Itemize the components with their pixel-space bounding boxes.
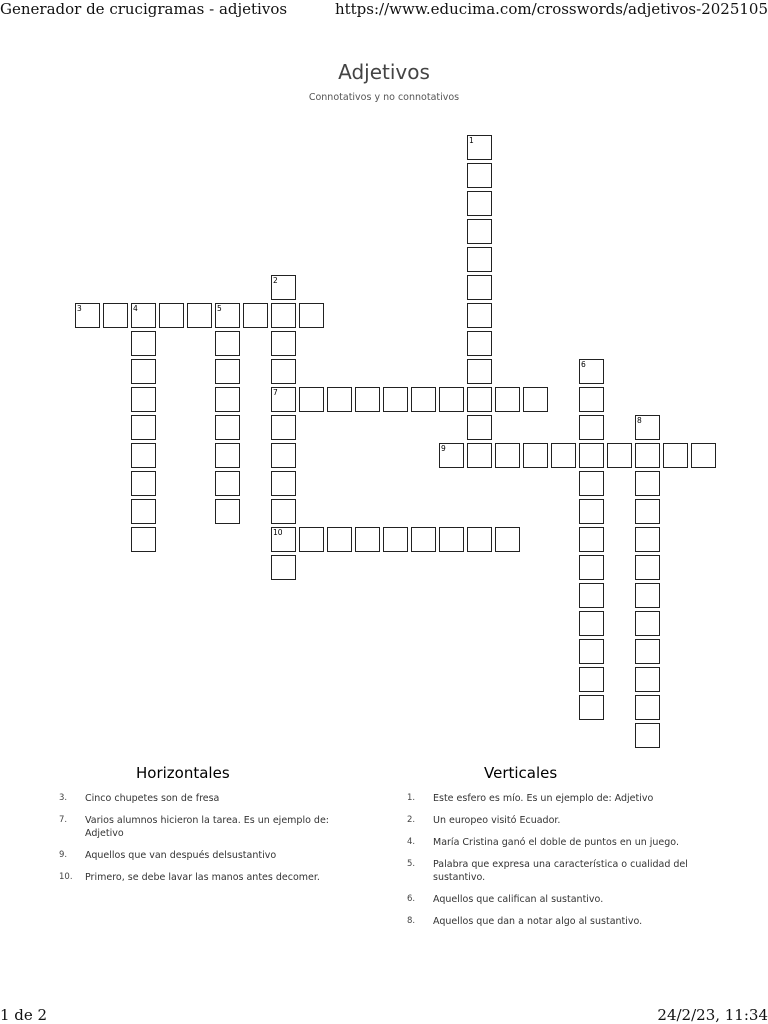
grid-cell[interactable] [523, 387, 548, 412]
down-heading: Verticales [484, 764, 558, 782]
grid-cell[interactable] [579, 555, 604, 580]
clue-number: 8. [407, 916, 416, 926]
grid-cell[interactable] [635, 471, 660, 496]
grid-cell[interactable] [467, 527, 492, 552]
grid-cell[interactable] [579, 499, 604, 524]
grid-cell[interactable] [271, 471, 296, 496]
grid-cell[interactable] [607, 443, 632, 468]
grid-cell[interactable] [579, 583, 604, 608]
grid-cell[interactable] [495, 527, 520, 552]
grid-cell[interactable] [551, 443, 576, 468]
across-clue [59, 849, 359, 862]
grid-cell[interactable] [327, 527, 352, 552]
grid-cell[interactable] [215, 443, 240, 468]
grid-cell[interactable] [579, 667, 604, 692]
browser-page-title: Generador de crucigramas - adjetivos [0, 0, 288, 18]
cell-number: 3 [77, 304, 82, 313]
clue-number: 5. [407, 859, 416, 869]
grid-cell[interactable] [299, 387, 324, 412]
clue-text: Un europeo visitó Ecuador. [433, 815, 561, 826]
grid-cell[interactable] [159, 303, 184, 328]
cell-number: 4 [133, 304, 138, 313]
grid-cell[interactable] [579, 387, 604, 412]
grid-cell[interactable] [467, 331, 492, 356]
grid-cell[interactable] [299, 303, 324, 328]
grid-cell[interactable] [467, 191, 492, 216]
grid-cell[interactable] [215, 359, 240, 384]
clue-text: Este esfero es mío. Es un ejemplo de: Adjetivo [433, 793, 654, 804]
grid-cell[interactable] [187, 303, 212, 328]
down-clue [407, 836, 717, 849]
grid-cell[interactable] [383, 387, 408, 412]
clue-number: 10. [59, 872, 73, 882]
grid-cell[interactable] [271, 331, 296, 356]
grid-cell[interactable] [635, 695, 660, 720]
grid-cell[interactable] [467, 415, 492, 440]
grid-cell[interactable] [579, 443, 604, 468]
clue-text: Primero, se debe lavar las manos antes decomer. [85, 872, 320, 883]
clue-text: Varios alumnos hicieron la tarea. Es un ejemplo de: Adjetivo [85, 815, 329, 839]
grid-cell[interactable] [467, 359, 492, 384]
grid-cell[interactable] [355, 387, 380, 412]
grid-cell[interactable] [131, 303, 156, 328]
grid-cell[interactable] [243, 303, 268, 328]
grid-cell[interactable] [579, 611, 604, 636]
grid-cell[interactable] [271, 359, 296, 384]
grid-cell[interactable] [579, 527, 604, 552]
grid-cell[interactable] [75, 303, 100, 328]
grid-cell[interactable] [579, 639, 604, 664]
puzzle-title: Adjetivos [338, 60, 430, 84]
grid-cell[interactable] [635, 611, 660, 636]
grid-cell[interactable] [467, 135, 492, 160]
grid-cell[interactable] [131, 415, 156, 440]
clue-number: 4. [407, 837, 416, 847]
grid-cell[interactable] [635, 583, 660, 608]
across-clue [59, 871, 359, 884]
cell-number: 10 [273, 528, 283, 537]
grid-cell[interactable] [495, 387, 520, 412]
grid-cell[interactable] [439, 443, 464, 468]
grid-cell[interactable] [467, 275, 492, 300]
grid-cell[interactable] [215, 387, 240, 412]
puzzle-subtitle: Connotativos y no connotativos [308, 92, 460, 103]
grid-cell[interactable] [355, 527, 380, 552]
grid-cell[interactable] [271, 555, 296, 580]
grid-cell[interactable] [691, 443, 716, 468]
browser-url: https://www.educima.com/crosswords/adjetivos-2025105 [334, 0, 768, 18]
print-timestamp: 24/2/23, 11:34 [657, 1006, 768, 1024]
clue-number: 9. [59, 850, 68, 860]
grid-cell[interactable] [299, 527, 324, 552]
grid-cell[interactable] [495, 443, 520, 468]
grid-cell[interactable] [467, 219, 492, 244]
grid-cell[interactable] [271, 387, 296, 412]
clue-number: 7. [59, 815, 68, 825]
grid-cell[interactable] [215, 471, 240, 496]
down-clue [407, 814, 717, 827]
clue-text: Aquellos que dan a notar algo al sustantivo. [433, 916, 643, 927]
grid-cell[interactable] [103, 303, 128, 328]
grid-cell[interactable] [635, 555, 660, 580]
grid-cell[interactable] [635, 723, 660, 748]
down-clue [407, 915, 717, 928]
clue-text: Cinco chupetes son de fresa [85, 793, 220, 804]
grid-cell[interactable] [383, 527, 408, 552]
grid-cell[interactable] [271, 275, 296, 300]
grid-cell[interactable] [327, 387, 352, 412]
down-clue [407, 858, 717, 884]
clue-number: 6. [407, 894, 416, 904]
grid-cell[interactable] [579, 695, 604, 720]
grid-cell[interactable] [439, 387, 464, 412]
grid-cell[interactable] [663, 443, 688, 468]
grid-cell[interactable] [467, 443, 492, 468]
grid-cell[interactable] [579, 471, 604, 496]
grid-cell[interactable] [635, 527, 660, 552]
grid-cell[interactable] [523, 443, 548, 468]
grid-cell[interactable] [131, 443, 156, 468]
grid-cell[interactable] [215, 303, 240, 328]
cell-number: 2 [273, 276, 278, 285]
grid-cell[interactable] [635, 667, 660, 692]
grid-cell[interactable] [579, 415, 604, 440]
grid-cell[interactable] [635, 639, 660, 664]
clue-text: María Cristina ganó el doble de puntos en un juego. [433, 837, 679, 848]
cell-number: 5 [217, 304, 222, 313]
grid-cell[interactable] [215, 331, 240, 356]
cell-number: 7 [273, 388, 278, 397]
grid-cell[interactable] [131, 331, 156, 356]
grid-cell[interactable] [439, 527, 464, 552]
clue-text: Palabra que expresa una característica o cualidad del sustantivo. [433, 859, 688, 883]
across-clue-list [59, 792, 359, 893]
grid-cell[interactable] [467, 163, 492, 188]
across-clue [59, 792, 359, 805]
clue-text: Aquellos que van después delsustantivo [85, 850, 277, 861]
grid-cell[interactable] [131, 471, 156, 496]
grid-cell[interactable] [467, 247, 492, 272]
grid-cell[interactable] [635, 443, 660, 468]
clue-number: 2. [407, 815, 416, 825]
grid-cell[interactable] [271, 527, 296, 552]
grid-cell[interactable] [131, 527, 156, 552]
grid-cell[interactable] [271, 303, 296, 328]
grid-cell[interactable] [131, 387, 156, 412]
clue-number: 1. [407, 793, 416, 803]
grid-cell[interactable] [467, 387, 492, 412]
across-heading: Horizontales [136, 764, 230, 782]
cell-number: 8 [637, 416, 642, 425]
down-clue [407, 792, 717, 805]
grid-cell[interactable] [579, 359, 604, 384]
page-indicator: 1 de 2 [0, 1006, 48, 1024]
clue-number: 3. [59, 793, 68, 803]
grid-cell[interactable] [411, 387, 436, 412]
grid-cell[interactable] [215, 499, 240, 524]
grid-cell[interactable] [411, 527, 436, 552]
grid-cell[interactable] [271, 499, 296, 524]
cell-number: 1 [469, 136, 474, 145]
grid-cell[interactable] [131, 359, 156, 384]
grid-cell[interactable] [467, 303, 492, 328]
grid-cell[interactable] [271, 443, 296, 468]
across-clue [59, 814, 359, 840]
cell-number: 6 [581, 360, 586, 369]
down-clue-list [407, 792, 717, 937]
grid-cell[interactable] [271, 415, 296, 440]
down-clue [407, 893, 717, 906]
grid-cell[interactable] [215, 415, 240, 440]
grid-cell[interactable] [635, 415, 660, 440]
clue-text: Aquellos que califican al sustantivo. [433, 894, 604, 905]
cell-number: 9 [441, 444, 446, 453]
grid-cell[interactable] [131, 499, 156, 524]
grid-cell[interactable] [635, 499, 660, 524]
